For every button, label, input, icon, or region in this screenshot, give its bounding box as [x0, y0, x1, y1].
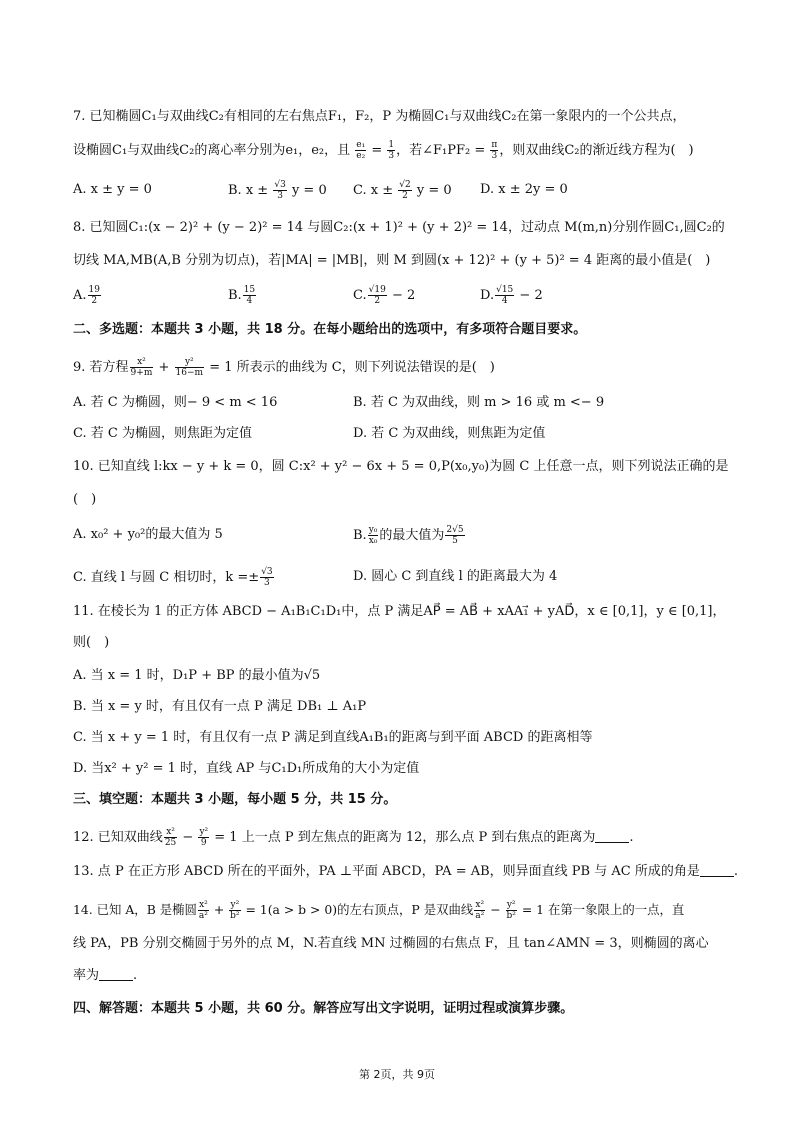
q8-a-den: 2 [91, 296, 98, 306]
section-4-heading: 四、解答题：本题共 5 小题，共 60 分。解答应写出文字说明，证明过程或演算步骤。 [73, 1001, 574, 1016]
q12-frac-x-den: 25 [164, 838, 177, 848]
q8-a-frac [88, 285, 101, 306]
q14-frac4-num: y² [506, 900, 516, 910]
q10-b-frac2 [445, 525, 464, 546]
q8-option-c [353, 285, 415, 306]
q7-option-a: A. x ± y = 0 [73, 182, 152, 197]
q7-c-b: y = 0 [416, 183, 452, 198]
q8-d-b: − 2 [519, 288, 543, 303]
q14-frac2-num: y² [230, 900, 240, 910]
section-2-heading: 二、多选题：本题共 3 小题，共 18 分。在每小题给出的选项中，有多项符合题目要求。 [73, 322, 587, 337]
q7-c-a: C. x ± [353, 183, 394, 198]
q14-answer-blank[interactable] [99, 968, 133, 981]
q11-option-c: C. 当 x + y = 1 时，有且仅有一点 P 满足到直线A₁B₁的距离与到平面 ABCD 的距离相等 [73, 730, 593, 745]
q14-c: = 1 在第一象限上的一点，直 [517, 902, 685, 917]
q8-d-a: D. [480, 288, 495, 303]
q14-frac4-den: b² [506, 911, 516, 921]
page-footer: 第 2页，共 9页 [359, 1068, 435, 1081]
q12-minus: − [178, 830, 198, 845]
q8-line2: 切线 MA,MB(A,B 分别为切点)，若|MA| = |MB|，则 M 到圆(x + 12)² + (y + 5)² = 4 距离的最小值是( ) [73, 253, 711, 268]
q7-option-b [228, 180, 327, 201]
q10-b-num2: 2√5 [446, 525, 464, 535]
q8-d-frac [495, 285, 514, 306]
q8-a-a: A. [73, 288, 87, 303]
q8-b-den: 4 [246, 296, 253, 306]
q8-c-frac [368, 285, 387, 306]
q11-option-a: A. 当 x = 1 时，D₁P + BP 的最小值为√5 [73, 668, 321, 683]
q9-frac-y-num: y² [175, 357, 205, 368]
q11-line2: 则( ) [73, 635, 110, 650]
q13-answer-blank[interactable] [700, 864, 734, 877]
q10-b-den2: 5 [452, 536, 458, 546]
q7-b-b: y = 0 [291, 183, 327, 198]
q9-option-d: D. 若 C 为双曲线，则焦距为定值 [353, 426, 546, 441]
q10-line1: 10. 已知直线 l:kx − y + k = 0，圆 C:x² + y² − 6x + 5 = 0,P(x₀,y₀)为圆 C 上任意一点，则下列说法正确的是 [73, 459, 729, 474]
q7-line2-c: ，则双曲线C₂的渐近线方程为( ) [499, 143, 694, 158]
q12-c: . [629, 830, 634, 845]
q14-line3 [73, 966, 137, 986]
q8-d-num: √15 [496, 285, 514, 295]
q7-frac-third-num: 1 [388, 140, 395, 150]
q7-option-d: D. x ± 2y = 0 [480, 182, 568, 197]
q7-b-den: 3 [277, 191, 283, 201]
q10-b-num: y₀ [368, 525, 378, 535]
q14-line3-text: 率为 [73, 968, 100, 983]
q8-b-a: B. [228, 288, 242, 303]
q9-line1 [73, 357, 495, 378]
q7-frac-third-den: 3 [388, 151, 395, 161]
q14-frac1 [198, 900, 209, 921]
q8-line1: 8. 已知圆C₁:(x − 2)² + (y − 2)² = 14 与圆C₂:(x + 1)² + (y + 2)² = 14，过动点 M(m,n)分别作圆C₁,圆C₂的 [73, 220, 725, 235]
q10-option-d: D. 圆心 C 到直线 l 的距离最大为 4 [353, 569, 558, 584]
q12-answer-blank[interactable] [595, 830, 629, 843]
q7-frac-pi [490, 140, 498, 161]
q10-b-b: 的最大值为 [379, 528, 445, 543]
q7-line2 [73, 140, 694, 161]
q10-c-num: √3 [261, 567, 273, 577]
q13-line [73, 862, 738, 882]
q13-c: . [733, 864, 738, 879]
q9-option-c: C. 若 C 为椭圆，则焦距为定值 [73, 426, 252, 441]
q14-frac3-num: x² [475, 900, 485, 910]
q8-c-num: √19 [368, 285, 386, 295]
q12-frac-x [164, 827, 177, 848]
q10-c-den: 3 [264, 578, 270, 588]
q8-option-b [228, 285, 257, 306]
q14-line3-end: . [133, 968, 138, 983]
q10-b-a: B. [353, 528, 367, 543]
q14-frac3 [474, 900, 485, 921]
q12-frac-y [198, 827, 209, 848]
q7-frac-e-den: e₂ [356, 151, 366, 161]
q8-c-a: C. [353, 288, 367, 303]
q14-frac4 [506, 900, 517, 921]
q7-c-num: √2 [399, 180, 411, 190]
q14-frac3-den: a² [475, 911, 485, 921]
q11-option-b: B. 当 x = y 时，有且仅有一点 P 满足 DB₁ ⊥ A₁P [73, 699, 367, 714]
q8-c-b: − 2 [391, 288, 416, 303]
q10-b-frac [368, 525, 379, 546]
q9-plus: + [154, 360, 174, 375]
q7-line1: 7. 已知椭圆C₁与双曲线C₂有相同的左右焦点F₁，F₂，P 为椭圆C₁与双曲线C₂在第一象限内的一个公共点， [73, 109, 686, 124]
q8-option-d [480, 285, 543, 306]
q9-frac-y-den: 16−m [175, 368, 204, 378]
q10-line2: ( ) [73, 492, 97, 507]
q7-frac-e-num: e₁ [356, 140, 366, 150]
q7-b-frac [273, 180, 286, 201]
q7-b-a: B. x ± [228, 183, 269, 198]
q7-frac-pi-num: π [491, 140, 498, 150]
q14-frac1-num: x² [199, 900, 208, 910]
q10-b-den: x₀ [368, 536, 378, 546]
q14-frac2 [229, 900, 240, 921]
q7-frac-e [355, 140, 366, 161]
q12-frac-y-den: 9 [200, 838, 207, 848]
q9-frac-x-den: 9+m [130, 368, 153, 378]
q7-b-num: √3 [274, 180, 286, 190]
q7-c-frac [398, 180, 411, 201]
q7-option-c [353, 180, 452, 201]
q8-b-frac [243, 285, 256, 306]
q14-line2: 线 PA，PB 分别交椭圆于另外的点 M，N.若直线 MN 过椭圆的右焦点 F，且 tan∠AMN = 3，则椭圆的离心 [73, 936, 709, 951]
q9-frac-y [175, 357, 205, 378]
q10-option-b [353, 525, 466, 546]
q11-option-d: D. 当x² + y² = 1 时，直线 AP 与C₁D₁所成角的大小为定值 [73, 761, 420, 776]
q12-line [73, 827, 634, 848]
q12-a: 12. 已知双曲线 [73, 830, 163, 845]
q9-option-b: B. 若 C 为双曲线，则 m > 16 或 m <− 9 [353, 395, 605, 410]
q8-c-den: 2 [374, 296, 381, 306]
q7-eq: = [367, 143, 387, 158]
q9-b: = 1 所表示的曲线为 C，则下列说法错误的是( ) [205, 360, 495, 375]
q9-option-a: A. 若 C 为椭圆，则− 9 < m < 16 [73, 395, 278, 410]
q7-frac-third [387, 140, 395, 161]
q14-minus: − [486, 902, 505, 917]
q8-b-num: 15 [243, 285, 256, 295]
section-3-heading: 三、填空题：本题共 3 小题，每小题 5 分，共 15 分。 [73, 792, 397, 807]
q12-frac-x-num: x² [164, 827, 177, 838]
q14-plus: + [209, 902, 229, 917]
q13-a: 13. 点 P 在正方形 ABCD 所在的平面外，PA ⊥平面 ABCD，PA = AB，则异面直线 PB 与 AC 所成的角是 [73, 864, 700, 879]
q12-frac-y-num: y² [199, 827, 209, 837]
q14-b: = 1(a > b > 0)的左右顶点，P 是双曲线 [241, 902, 474, 917]
q11-line1: 11. 在棱长为 1 的正方体 ABCD − A₁B₁C₁D₁中，点 P 满足AP⃗ = AB⃗ + xAA₁⃗ + yAD⃗，x ∈ [0,1]，y ∈ [0,1]， [73, 604, 726, 619]
q8-option-a [73, 285, 102, 306]
q14-frac1-den: a² [198, 911, 208, 921]
q10-c-a: C. 直线 l 与圆 C 相切时，k =± [73, 570, 260, 585]
q7-line2-b: ，若∠F₁PF₂ = [396, 143, 486, 158]
q10-option-c [73, 567, 275, 588]
q9-frac-x [130, 357, 154, 378]
q8-a-num: 19 [88, 285, 100, 295]
q14-line1 [73, 900, 684, 921]
q9-a: 9. 若方程 [73, 360, 129, 375]
q10-c-frac [260, 567, 273, 588]
q7-line2-a: 设椭圆C₁与双曲线C₂的离心率分别为e₁，e₂，且 [73, 143, 351, 158]
q12-b: = 1 上一点 P 到左焦点的距离为 12，那么点 P 到右焦点的距离为 [210, 830, 596, 845]
q7-c-den: 2 [402, 191, 408, 201]
q8-d-den: 4 [501, 296, 508, 306]
q14-a: 14. 已知 A，B 是椭圆 [73, 902, 197, 917]
q7-frac-pi-den: 3 [491, 151, 498, 161]
q9-frac-x-num: x² [130, 357, 154, 368]
q14-frac2-den: b² [230, 911, 240, 921]
q10-option-a: A. x₀² + y₀²的最大值为 5 [73, 527, 223, 542]
